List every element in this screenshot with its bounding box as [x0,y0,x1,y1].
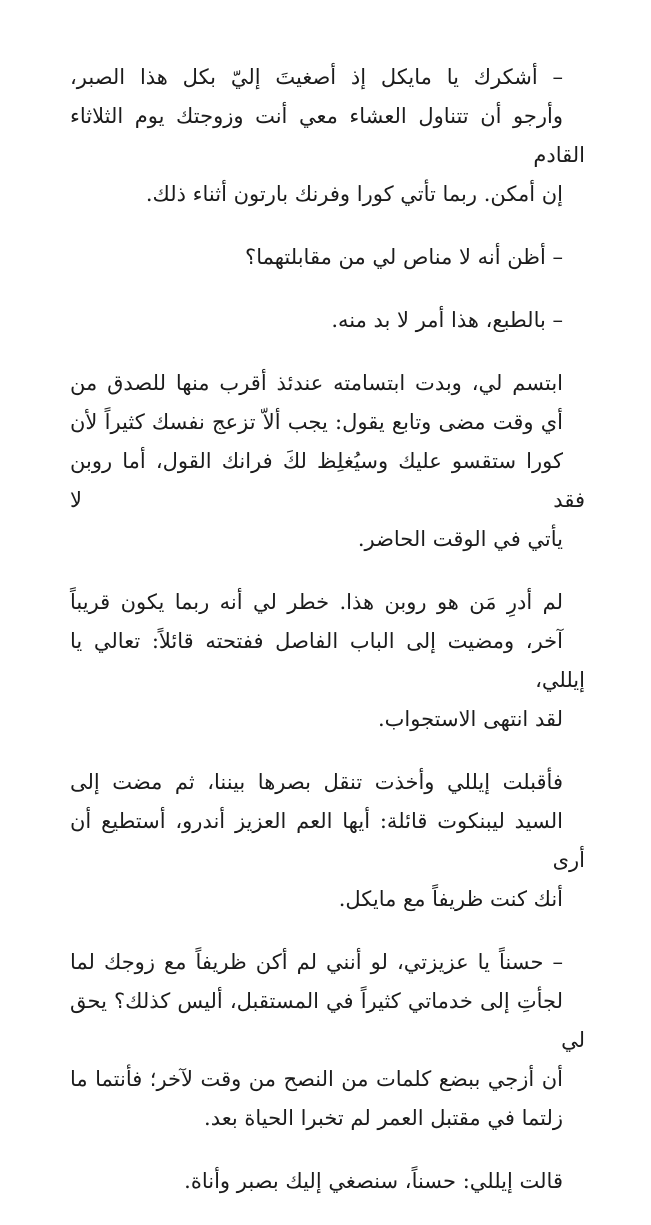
text-line: قالت إيللي: حسناً، سنصغي إليك بصبر وأناة. [184,1169,563,1193]
text-line: – أظن أنه لا مناص لي من مقابلتهما؟ [245,245,563,269]
text-line: وأرجو أن تتناول العشاء معي أنت وزوجتك يوم الثلاثاء القادم [70,104,585,167]
text-line: – أشكرك يا مايكل إذ أصغيتَ إليّ بكل هذا الصبر، [70,65,563,89]
text-line: فأقبلت إيللي وأخذت تنقل بصرها بيننا، ثم مضت إلى [70,770,563,794]
text-line: أن أزجي ببضع كلمات من النصح من وقت لآخر؛ فأنتما ما [70,1067,563,1091]
text-line: آخر، ومضيت إلى الباب الفاصل ففتحته قائلاً: تعالي يا إيللي، [70,629,585,692]
paragraph-ellie-reply [70,1162,585,1201]
text-line: يأتي في الوقت الحاضر. [357,527,563,551]
paragraph-smile-narration [70,364,585,559]
text-line: لقد انتهى الاستجواب. [377,707,563,731]
paragraph-question-dialogue [70,238,585,277]
text-line: زلتما في مقتبل العمر لم تخبرا الحياة بعد. [204,1106,563,1130]
text-line: أي وقت مضى وتابع يقول: يجب ألاّ تزعج نفسك كثيراً لأن [70,410,563,434]
paragraph-answer-dialogue [70,301,585,340]
text-line: لجأتِ إلى خدماتي كثيراً في المستقبل، أليس كذلك؟ يحق لي [70,989,585,1052]
text-line: – بالطبع، هذا أمر لا بد منه. [331,308,563,332]
paragraph-ellie-narration [70,763,585,919]
paragraph-thanks-dialogue [70,58,585,214]
book-page [70,58,585,1225]
text-line: – حسناً يا عزيزتي، لو أنني لم أكن ظريفاً مع زوجك لما [70,950,563,974]
text-line: إن أمكن. ربما تأتي كورا وفرنك بارتون أثناء ذلك. [145,182,563,206]
text-line: السيد ليبنكوت قائلة: أيها العم العزيز أندرو، أستطيع أن أرى [70,809,585,872]
text-line: أنك كنت ظريفاً مع مايكل. [338,887,563,911]
text-line: ابتسم لي، وبدت ابتسامته عندئذ أقرب منها للصدق من [70,371,563,395]
paragraph-robin-narration [70,583,585,739]
text-line: لم أدرِ مَن هو روبن هذا. خطر لي أنه ربما يكون قريباً [70,590,563,614]
text-line: كورا ستقسو عليك وسيُغلِظ لكَ فرانك القول، أما روبن فقد لا [70,449,585,512]
paragraph-advice-dialogue [70,943,585,1138]
